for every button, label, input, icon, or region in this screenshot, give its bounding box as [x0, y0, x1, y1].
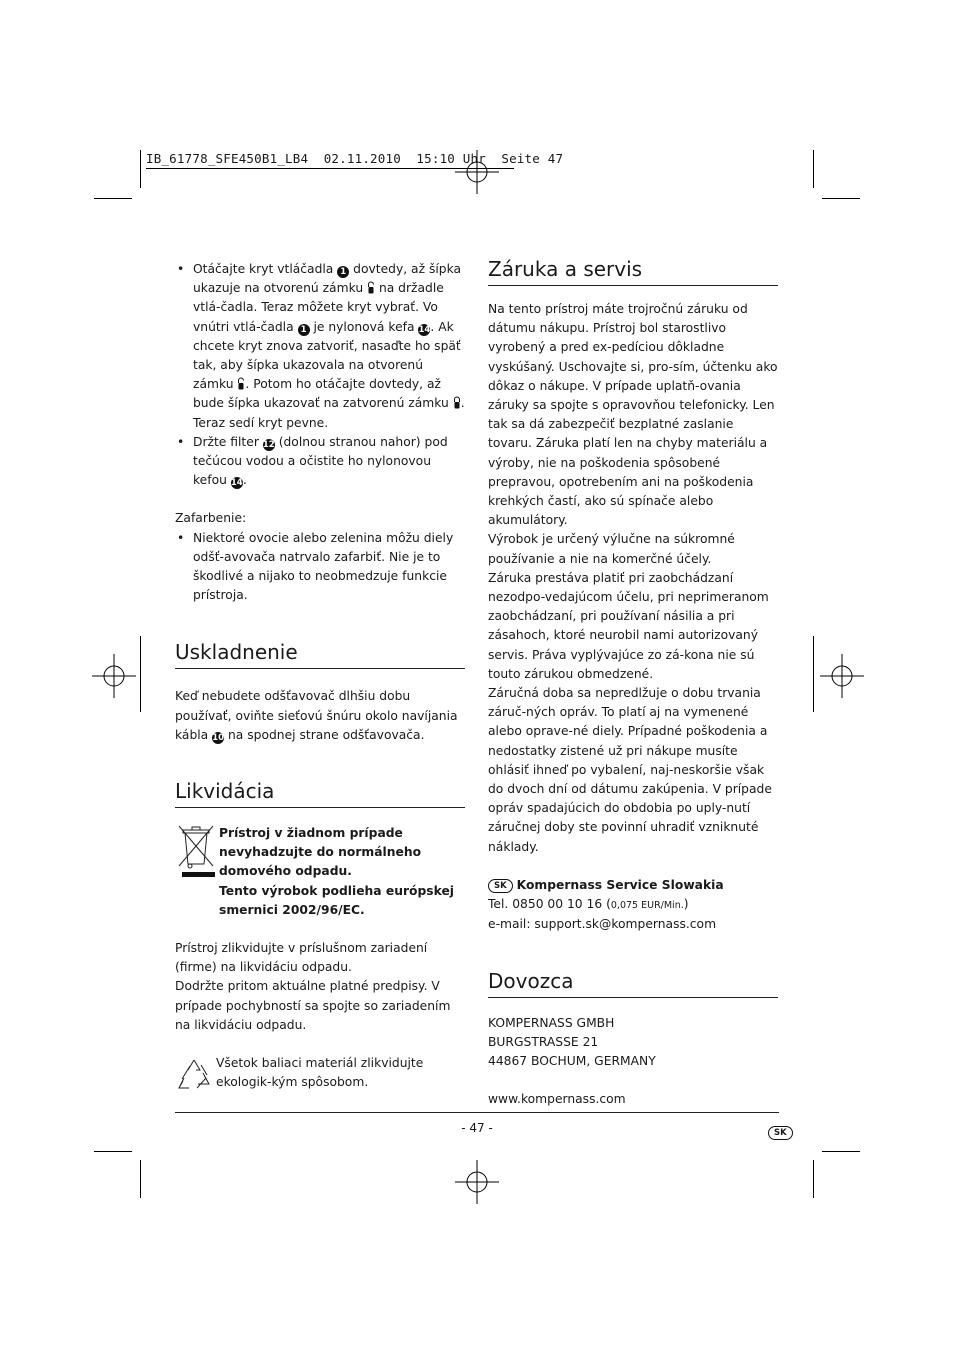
section-title-likvidacia: Likvidácia [175, 779, 465, 808]
zafarbenie-label: Zafarbenie: [175, 511, 247, 526]
language-badge: SK [488, 879, 513, 893]
list-item: • Držte filter 12 (dolnou stranou nahor) pod tečúcou vodou a očistite ho nylonovou kefou 14. [175, 433, 465, 491]
right-column: Záruka a servis Na tento prístroj máte trojročnú záruku od dátumu nákupu. Prístroj bol starostlivo vyrobený a pred ex-pedíciou dôkladne vyskúšaný. Uschovajte si, pro-sím, účtenku ako dôkaz o nákupe. V prípade uplatň-ovania záruky sa spojte s opravovňou telefonicky. Len tak sa dá zabezpečiť bezplatné zaslanie tovaru. Záruka platí len na chyby materiálu a výroby, nie na poškodenia spôsobené prepravou, opotrebením ani na poškodenia krehkých častí, ako sú spínače alebo akumulátory. Výrobok je určený výlučne na súkromné používanie a nie na komerčné účely. Záruka prestáva platiť pri zaobchádzaní nezodpo-vedajúcom účelu, pri neprimeranom zaobchádzaní, pri používaní násilia a pri zásahoch, ktoré neurobil nami autorizovaný servis. Práva vyplývajúce zo zá-kona nie sú touto zárukou obmedzené. Záručná doba sa nepredlžuje o dobu trvania záruč-ných opráv. To platí aj na vymenené alebo oprave-né diely. Prípadné poškodenia a nedostatky zistené už pri nákupe musíte ohlásiť ihneď po vybalení, naj-neskoršie však do dvoch dní od dátumu zakúpenia. V prípade opráv spadajúcich do obdobia po uply-nutí záručnej doby ste povinní uhradiť vzniknuté náklady. SK Kompernass Service Slowakia Tel. 0850 00 10 16 (0,075 EUR/Min.) e-mail: support.sk@kompernass.com Dovozca KOMPERNASS GMBH BURGSTRASSE 21 44867 BOCHUM, GERMANY www.kompernass.com [488, 257, 778, 1109]
part-number-badge: 1 [337, 266, 349, 278]
crossed-bin-icon [177, 824, 215, 878]
part-number-badge: 14 [418, 324, 431, 335]
cleaning-bullets [175, 260, 465, 490]
footer-rule [175, 1112, 779, 1113]
open-lock-icon [367, 281, 375, 294]
page-number: - 47 - [461, 1121, 493, 1135]
closed-lock-icon [453, 396, 461, 409]
language-badge: SK [768, 1121, 793, 1140]
registration-mark-bottom [455, 1160, 499, 1204]
uskladnenie-text: Keď nebudete odšťavovač dlhšiu dobu používať, oviňte sieťovú šnúru okolo navíjania kábla 10 na spodnej strane odšťavovača. [175, 689, 458, 743]
list-item: • Niektoré ovocie alebo zelenina môžu diely odšť-avovača natrvalo zafarbiť. Nie je to škodlivé a nijako to neobmedzuje funkcie prístroja. [175, 529, 465, 606]
part-number-badge: 14 [230, 478, 243, 489]
service-phone: Tel. 0850 00 10 16 (0,075 EUR/Min.) [488, 897, 689, 912]
list-item: • Otáčajte kryt vtláčadla 1 dovtedy, až šípka ukazuje na otvorenú zámku na držadle vtlá-čadla. Teraz môžete kryt vybrať. Vo vnútri vtlá-čadla 1 je nylonová kefa 14. Ak chcete kryt znova zatvoriť, nasaďte ho späť tak, aby šípka ukazovala na otvorenú zámku . Potom ho otáčajte dovtedy, až bude šípka ukazovať na zatvorenú zámku . Teraz sedí kryt pevne. [175, 260, 465, 433]
section-title-zaruka: Záruka a servis [488, 257, 778, 286]
service-email: e-mail: support.sk@kompernass.com [488, 917, 717, 932]
part-number-badge: 10 [212, 732, 225, 743]
left-column: • Otáčajte kryt vtláčadla 1 dovtedy, až šípka ukazuje na otvorenú zámku na držadle vtlá-čadla. Teraz môžete kryt vybrať. Vo vnútri vtlá-čadla 1 je nylonová kefa 14. Ak chcete kryt znova zatvoriť, nasaďte ho späť tak, aby šípka ukazovala na otvorenú zámku . Potom ho otáčajte dovtedy, až bude šípka ukazovať na zatvorenú zámku . Teraz sedí kryt pevne. • Držte filter 12 (dolnou stranou nahor) pod tečúcou vodou a očistite ho nylonovou kefou 14. Zafarbenie: • Niektoré ovocie alebo zelenina môžu diely odšť-avovača natrvalo zafarbiť. Nie je to škodlivé a nijako to neobmedzuje funkcie prístroja. Uskladnenie Keď nebudete odšťavovač dlhšiu dobu používať, oviňte sieťovú šnúru okolo navíjania kábla 10 na spodnej strane odšťavovača. Likvidácia Prístroj v žiadnom prípade nevyhadzujte do normálneho domového odpadu. Tento výrobok podlieha európskej smernici 2002/96/EC. Prístroj zlikvidujte v príslušnom zariadení (firme) na likvidáciu odpadu. Dodržte pritom aktuálne platné predpisy. V prípade pochybností sa spojte so zariadením na likvidáciu odpadu. Všetok baliaci materiál zlikvidujte ekologik-kým spôsobom. [175, 260, 465, 1093]
print-slug: IB_61778_SFE450B1_LB4 02.11.2010 15:10 Uhr Seite 47 [146, 151, 564, 166]
website: www.kompernass.com [488, 1092, 626, 1107]
registration-mark-left [92, 654, 136, 698]
recycle-icon [176, 1057, 212, 1091]
part-number-badge: 1 [298, 324, 310, 336]
registration-mark-right [820, 654, 864, 698]
section-title-uskladnenie: Uskladnenie [175, 640, 465, 669]
weee-notice: Prístroj v žiadnom prípade nevyhadzujte do normálneho domového odpadu. Tento výrobok podlieha európskej smernici 2002/96/EC. [175, 824, 465, 920]
service-name: SK Kompernass Service Slowakia [488, 876, 778, 895]
part-number-badge: 12 [262, 439, 275, 450]
recycle-notice: Všetok baliaci materiál zlikvidujte ekologik-kým spôsobom. [175, 1054, 465, 1092]
section-title-dovozca: Dovozca [488, 969, 778, 998]
